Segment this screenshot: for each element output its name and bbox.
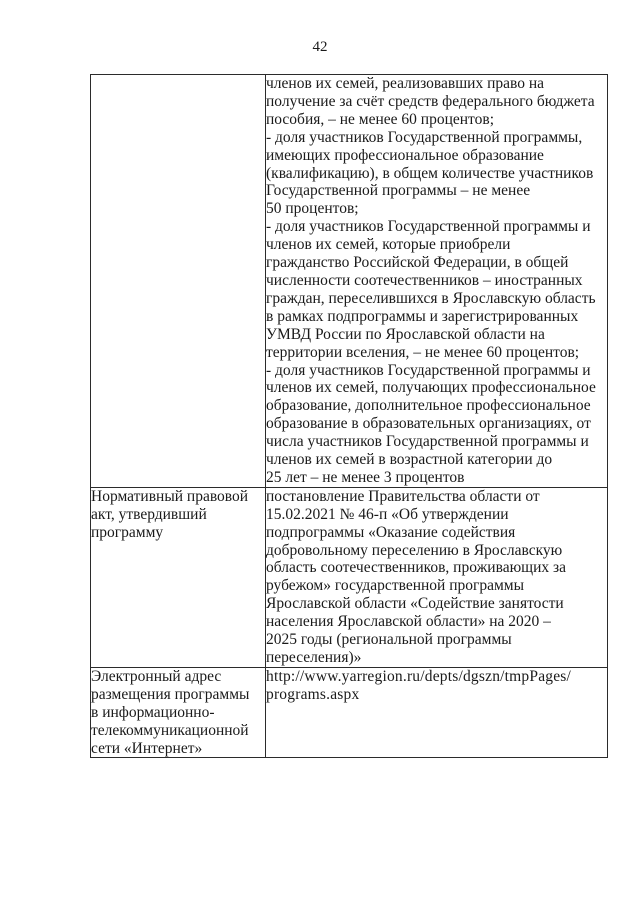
- text-line: телекоммуникационной: [91, 721, 249, 739]
- text-line: programs.aspx: [266, 685, 360, 703]
- program-url-cell: [266, 667, 608, 758]
- page-number: 42: [312, 39, 328, 55]
- text-line: населения Ярославской области» на 2020 –: [266, 613, 551, 631]
- text-line: имеющих профессиональное образование: [266, 146, 544, 164]
- text-line: образование в образовательных организациях, от: [266, 415, 591, 433]
- table-row-indicators: [91, 75, 608, 488]
- text-line: УМВД России по Ярославской области на: [266, 325, 545, 343]
- table-row-legal-act: [91, 487, 608, 667]
- table-row-web-address: [91, 667, 608, 758]
- text-line: акт, утвердивший: [91, 505, 207, 523]
- text-line: - доля участников Государственной программы,: [266, 128, 583, 146]
- text-line: переселения)»: [266, 649, 362, 666]
- text-line: сети «Интернет»: [91, 739, 203, 757]
- row-content-cell: [266, 75, 608, 488]
- text-line: 2025 годы (региональной программы: [266, 631, 512, 649]
- text-line: членов их семей, получающих профессиональное: [266, 379, 596, 397]
- program-passport-table: [90, 74, 608, 758]
- text-line: Государственной программы – не менее: [266, 182, 531, 200]
- text-line: гражданство Российской Федерации, в общей: [266, 254, 569, 272]
- text-line: Ярославской области «Содействие занятости: [266, 595, 564, 613]
- row-label-cell: [91, 487, 266, 667]
- text-line: - доля участников Государственной программы и: [266, 218, 591, 236]
- text-line: Нормативный правовой: [91, 487, 249, 505]
- text-line: численности соотечественников – иностранных: [266, 271, 583, 289]
- text-line: 25 лет – не менее 3 процентов: [266, 468, 465, 486]
- row-content-cell: [266, 487, 608, 667]
- text-line: граждан, переселившихся в Ярославскую область: [266, 289, 596, 307]
- text-line: пособия, – не менее 60 процентов;: [266, 110, 494, 128]
- text-line: территории вселения, – не менее 60 процентов;: [266, 343, 580, 361]
- text-line: Электронный адрес: [91, 667, 222, 685]
- text-line: получение за счёт средств федерального бюджета: [266, 92, 595, 110]
- text-line: размещения программы: [91, 685, 250, 703]
- text-line: образование, дополнительное профессиональное: [266, 397, 591, 415]
- text-line: числа участников Государственной программы и: [266, 433, 589, 451]
- text-line: - доля участников Государственной программы и: [266, 361, 591, 379]
- text-line: рубежом» государственной программы: [266, 577, 525, 595]
- text-line: подпрограммы «Оказание содействия: [266, 523, 516, 541]
- text-line: членов их семей, которые приобрели: [266, 236, 511, 254]
- text-line: http://www.yarregion.ru/depts/dgszn/tmpPages/: [266, 667, 572, 685]
- text-line: членов их семей, реализовавших право на: [266, 75, 545, 92]
- text-line: 50 процентов;: [266, 200, 359, 218]
- text-line: 15.02.2021 № 46-п «Об утверждении: [266, 505, 509, 523]
- row-label-cell: [91, 75, 266, 488]
- row-label-cell: [91, 667, 266, 758]
- text-line: членов их семей в возрастной категории до: [266, 451, 553, 469]
- text-line: добровольному переселению в Ярославскую: [266, 541, 563, 559]
- text-line: постановление Правительства области от: [266, 487, 540, 505]
- text-line: в информационно-: [91, 703, 215, 721]
- text-line: область соотечественников, проживающих за: [266, 559, 567, 577]
- text-line: в рамках подпрограммы и зарегистрированных: [266, 307, 579, 325]
- text-line: программу: [91, 523, 164, 541]
- text-line: (квалификацию), в общем количестве участников: [266, 164, 594, 182]
